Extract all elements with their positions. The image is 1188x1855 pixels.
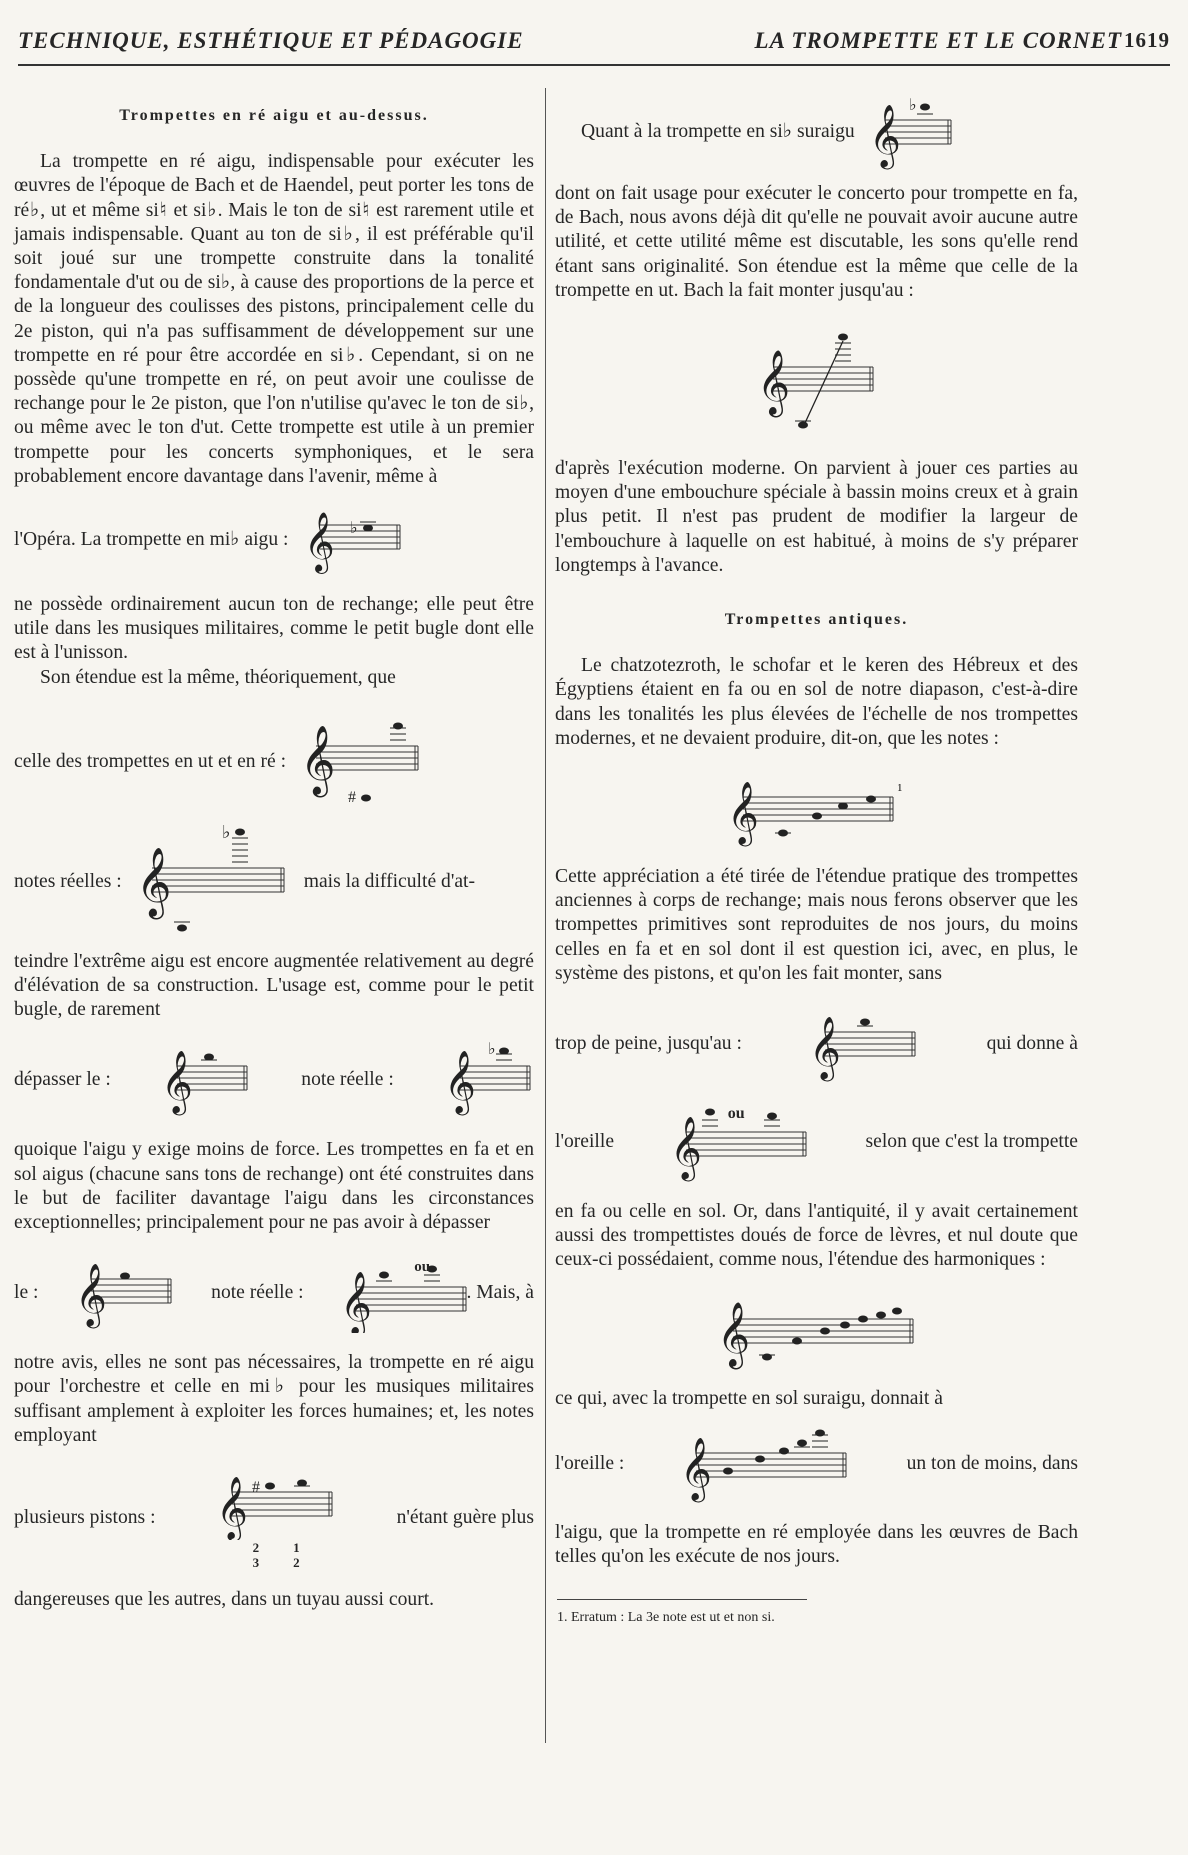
music-line <box>14 1253 534 1333</box>
paragraph: teindre l'extrême aigu est encore augmentée relativement au degré d'élévation de sa construction. L'usage est, comme pour le petit bugle, de rarement <box>14 950 534 1021</box>
running-header <box>18 28 1170 66</box>
music-line <box>14 1040 534 1120</box>
svg-text:𝄞: 𝄞 <box>74 1265 107 1326</box>
svg-text:♭: ♭ <box>350 520 359 538</box>
music-line <box>555 94 1078 170</box>
svg-text:♭: ♭ <box>221 821 231 842</box>
ou-label: ou <box>414 1259 431 1276</box>
svg-text:𝄞: 𝄞 <box>443 1052 476 1113</box>
line-text: notes réelles : <box>14 870 122 892</box>
music-line <box>14 712 534 812</box>
music-staff-icon <box>727 771 907 851</box>
svg-text:𝄞: 𝄞 <box>809 1018 842 1079</box>
paragraph: Le chatzotezroth, le schofar et le keren des Hébreux et des Égyptiens étaient en fa ou en sol de notre diapason, c'est-à-dire dans les tonalités les plus élevées de l'échelle de nos trompettes modernes, et ne devaient produire, dit-on, que les notes : <box>555 655 1078 749</box>
line-text: note réelle : <box>301 1069 394 1091</box>
fingering-label: 1 2 <box>293 1540 300 1571</box>
line-text: note réelle : <box>211 1282 304 1304</box>
svg-text:𝄞: 𝄞 <box>868 106 901 166</box>
music-staff-icon <box>300 712 420 812</box>
music-line <box>14 822 534 942</box>
paragraph: dangereuses que les autres, dans un tuyau aussi court. <box>14 1589 435 1611</box>
svg-text:𝄞: 𝄞 <box>135 848 172 915</box>
music-staff-icon <box>136 822 286 942</box>
music-staff-icon <box>444 1040 534 1120</box>
ou-label: ou <box>727 1105 745 1123</box>
svg-text:𝄞: 𝄞 <box>756 352 790 415</box>
line-text: selon que c'est la trompette <box>865 1130 1078 1152</box>
paragraph: Cette appréciation a été tirée de l'étendue pratique des trompettes anciennes à corps de rechange; mais nous ferons observer que les trompettes primitives sont reproduites de nos jours, du moins celles en fa et en sol dont il est question ici, avec, en plus, le système des pistons, et qu'on les fait monter, sans <box>555 866 1078 984</box>
section-heading-right: Trompettes antiques. <box>724 611 909 629</box>
music-staff-icon <box>75 1253 175 1333</box>
line-text: le : <box>14 1282 39 1304</box>
line-text: Quant à la trompette en si♭ suraigu <box>581 120 855 142</box>
footnote <box>557 1599 807 1630</box>
svg-text:𝄞: 𝄞 <box>726 783 759 844</box>
paragraph: La trompette en ré aigu, indispensable pour exécuter les œuvres de l'époque de Bach et de Haendel, peut porter les tons de ré♭, ut et même si♮ et si♭. Mais le ton de si♮ est rarement utile et jamais indispensable. Quant au ton de si♭, il est préférable qu'il soit joué sur une trompette construite dans la tonalité fondamentale d'ut ou de si♭, à cause des proportions de la perce et de la longueur des coulisses des pistons, principalement celle du 2e piston, qui n'a pas suffisamment de développement sur une trompette en ré pour être accordée en si♭. Cependant, si on ne possède qu'une trompette en ré, on peut avoir une coulisse de rechange pour le 2e piston, que l'on n'utilise qu'avec le ton de si♭, ou même avec le ton d'ut. Cette trompette est utile à un premier trompette pour les concerts symphoniques, et le sera probablement encore davantage dans l'avenir, même à <box>14 151 534 487</box>
svg-text:#: # <box>348 788 357 806</box>
music-staff-icon <box>717 1291 917 1375</box>
music-line <box>555 1004 1078 1084</box>
page-number: 1619 <box>1124 28 1170 52</box>
line-text: l'oreille <box>555 1130 615 1152</box>
music-figure <box>555 771 1078 851</box>
line-text: celle des trompettes en ut et en ré : <box>14 750 287 772</box>
music-line <box>555 1102 1078 1182</box>
section-heading-left: Trompettes en ré aigu et au-dessus. <box>119 107 429 124</box>
svg-text:𝄞: 𝄞 <box>161 1052 193 1113</box>
paragraph: Son étendue est la même, théoriquement, que <box>40 666 396 688</box>
paragraph: dont on fait usage pour exécuter le concerto pour trompette en fa, de Bach, nous avons déjà dit qu'elle ne pouvait avoir aucune autre utilité, et cette utilité même est discutable, les sons qu'elle rend étant sans originalité. Son étendue est la même que celle de la trompette en ut. Bach la fait monter jusqu'au : <box>555 183 1078 301</box>
paragraph: quoique l'aigu y exige moins de force. Les trompettes en fa et en sol aigus (chacune sans tons de rechange) ont été construites dans le but de faciliter davantage l'aigu dans les circonstances exceptionnelles; principalement pour ne pas avoir à dépasser <box>14 1139 534 1234</box>
svg-text:#: # <box>252 1479 261 1497</box>
line-text: mais la difficulté d'at- <box>303 870 476 892</box>
svg-text:♭: ♭ <box>908 97 917 114</box>
svg-text:𝄞: 𝄞 <box>216 1478 248 1539</box>
paragraph: d'après l'exécution moderne. On parvient à jouer ces parties au moyen d'une embouchure spéciale à bassin moins creux et à grain plus petit. Il n'est pas prudent de modifier la largeur de l'embouchure à laquelle on est habitué, à moins de s'y préparer longtemps à l'avance. <box>555 458 1078 576</box>
line-text: l'Opéra. La trompette en mi♭ aigu : <box>14 528 289 550</box>
line-text: . Mais, à <box>466 1282 534 1304</box>
paragraph: notre avis, elles ne sont pas nécessaires, la trompette en ré aigu pour l'orchestre et celle en mi♭ pour les musiques militaires suffisant amplement à exploiter les forces humaines; et, les notes employant <box>14 1352 534 1446</box>
line-text: l'oreille : <box>555 1452 625 1474</box>
footnote-text: 1. Erratum : La 3e note est ut et non si. <box>557 1610 775 1626</box>
paragraph: ne possède ordinairement aucun ton de rechange; elle peut être utile dans les musiques militaires, comme le petit bugle dont elle est à l'unisson. <box>14 594 534 664</box>
svg-text:𝄞: 𝄞 <box>304 514 336 572</box>
music-staff-icon <box>809 1004 919 1084</box>
music-staff-icon <box>680 1421 850 1507</box>
left-column <box>14 94 534 1612</box>
line-text: trop de peine, jusqu'au : <box>555 1032 742 1054</box>
svg-text:𝄞: 𝄞 <box>680 1438 713 1499</box>
column-divider <box>545 88 546 1743</box>
footnote-mark: 1 <box>896 782 902 795</box>
svg-text:𝄞: 𝄞 <box>300 726 336 793</box>
music-staff-icon <box>216 1466 336 1540</box>
svg-text:𝄞: 𝄞 <box>339 1273 372 1334</box>
paragraph: ce qui, avec la trompette en sol suraigu, donnait à <box>555 1387 943 1409</box>
header-right-title: LA TROMPETTE ET LE CORNET <box>754 28 1122 53</box>
music-staff-icon <box>869 94 955 170</box>
svg-text:𝄞: 𝄞 <box>669 1118 702 1179</box>
music-line <box>14 503 534 577</box>
fingering-figure <box>216 1466 336 1570</box>
svg-text:𝄞: 𝄞 <box>716 1303 750 1366</box>
music-line <box>555 1421 1078 1507</box>
header-left-title: TECHNIQUE, ESTHÉTIQUE ET PÉDAGOGIE <box>18 28 524 53</box>
paragraph: l'aigu, que la trompette en ré employée dans les œuvres de Bach telles qu'on les exécute de nos jours. <box>555 1521 1078 1568</box>
line-text: n'étant guère plus <box>396 1506 534 1528</box>
music-figure <box>555 1291 1078 1375</box>
right-column <box>555 94 1078 1630</box>
svg-text:♭: ♭ <box>487 1041 496 1059</box>
paragraph: en fa ou celle en sol. Or, dans l'antiquité, il y avait certainement aussi des trompettistes doués de force de lèvres, et nul doute que ceux-ci possédaient, comme nous, l'étendue des harmoniques : <box>555 1201 1078 1271</box>
fingering-label: 2 3 <box>252 1540 260 1571</box>
music-staff-icon <box>757 327 877 437</box>
line-text: un ton de moins, dans <box>906 1452 1078 1474</box>
music-staff-icon <box>161 1040 251 1120</box>
line-text: plusieurs pistons : <box>14 1506 156 1528</box>
ou-figure <box>670 1102 810 1182</box>
line-text: qui donne à <box>986 1032 1078 1054</box>
music-figure <box>555 327 1078 437</box>
line-text: dépasser le : <box>14 1069 111 1091</box>
music-staff-icon <box>340 1253 470 1333</box>
music-line <box>14 1466 534 1570</box>
music-staff-icon <box>302 503 402 577</box>
